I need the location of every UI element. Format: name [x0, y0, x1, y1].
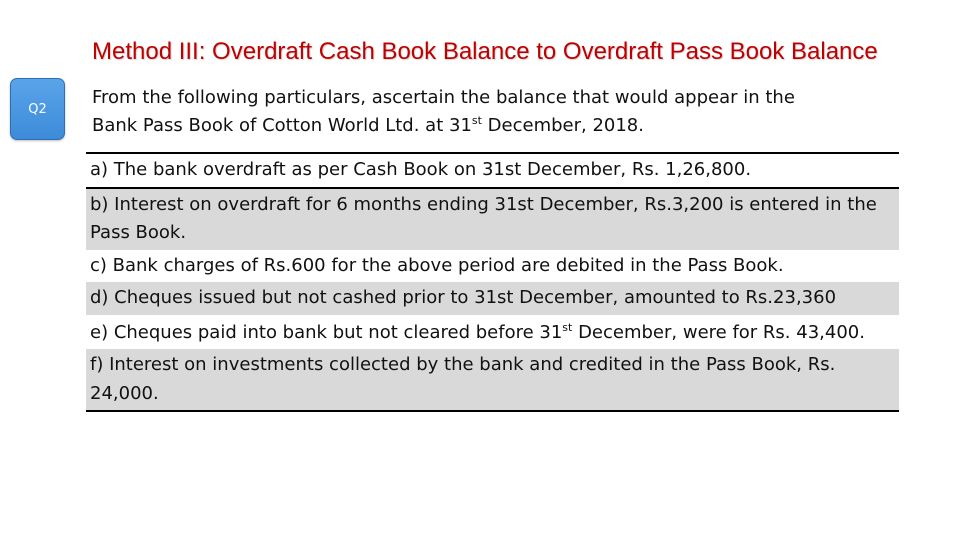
intro-line-2-text: Bank Pass Book of Cotton World Ltd. at 31: [92, 115, 472, 136]
particular-d: d) Cheques issued but not cashed prior to 31st December, amounted to Rs.23,360: [86, 282, 899, 315]
intro-superscript: st: [471, 114, 482, 127]
intro-line-1: From the following particulars, ascertain the balance that would appear in the: [92, 87, 795, 108]
particular-e-end: December, were for Rs. 43,400.: [572, 321, 865, 343]
particulars-table: [86, 152, 899, 412]
particular-a: a) The bank overdraft as per Cash Book on 31st December, Rs. 1,26,800.: [90, 159, 752, 180]
question-intro: [92, 84, 892, 140]
intro-line-2: [92, 112, 892, 140]
slide-title: Method III: Overdraft Cash Book Balance to Overdraft Pass Book Balance: [92, 38, 878, 65]
particular-e-text: e) Cheques paid into bank but not cleared before 31: [90, 321, 563, 343]
intro-line-2-end: December, 2018.: [481, 115, 644, 136]
particular-c: c) Bank charges of Rs.600 for the above period are debited in the Pass Book.: [90, 254, 784, 276]
question-badge: Q2: [10, 78, 65, 140]
particular-e-superscript: st: [562, 320, 573, 334]
particular-e: [86, 315, 899, 350]
particular-b: b) Interest on overdraft for 6 months ending 31st December, Rs.3,200 is entered in the Pass Book.: [86, 187, 899, 250]
particular-f: f) Interest on investments collected by the bank and credited in the Pass Book, Rs. 24,000.: [86, 349, 899, 410]
